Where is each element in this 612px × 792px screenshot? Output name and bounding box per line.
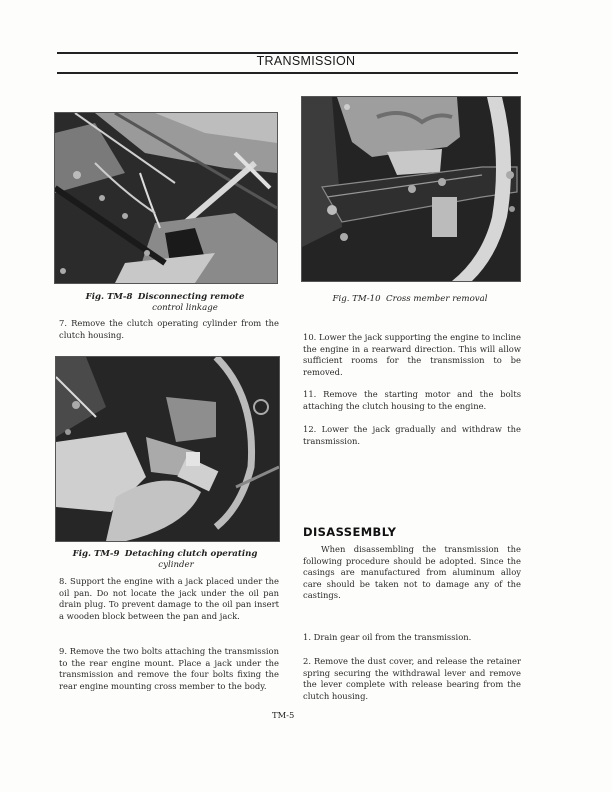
step-9: 9. Remove the two bolts attaching the transmission to the rear engine mount. Place a jack under the transmission and remove the four bolts fixing the rear engine mounting cross member to the body. <box>59 646 279 691</box>
page-header-title: TRANSMISSION <box>256 54 356 68</box>
figure-tm8-label: Fig. TM-8 <box>85 292 133 302</box>
clutch-linkage-photo-icon <box>55 113 277 283</box>
step-10: 10. Lower the jack supporting the engine to incline the engine in a rearward direction. This will allow sufficient rooms for the transmission to be removed. <box>303 332 522 377</box>
figure-tm8-caption <box>54 292 276 314</box>
figure-tm10-caption-line1: Cross member removal <box>386 294 488 304</box>
figure-tm10-label: Fig. TM-10 <box>332 294 381 304</box>
figure-tm10-caption <box>301 294 519 305</box>
header-rule-bottom <box>57 72 518 74</box>
disassembly-step-1: 1. Drain gear oil from the transmission. <box>303 632 472 642</box>
page-number: TM-5 <box>272 710 295 720</box>
figure-tm9-label: Fig. TM-9 <box>72 549 120 559</box>
disassembly-heading: DISASSEMBLY <box>303 525 397 539</box>
figure-tm10-photo <box>301 96 521 282</box>
clutch-cylinder-photo-icon <box>56 357 279 541</box>
step-7: 7. Remove the clutch operating cylinder from the clutch housing. <box>59 318 279 340</box>
step-11: 11. Remove the starting motor and the bolts attaching the clutch housing to the engine. <box>303 389 521 411</box>
figure-tm8-caption-line2: control linkage <box>152 303 218 313</box>
figure-tm9-caption-line2: cylinder <box>158 560 194 570</box>
cross-member-photo-icon <box>302 97 520 281</box>
step-8: 8. Support the engine with a jack placed under the oil pan. Do not locate the jack under the oil pan drain plug. To prevent damage to the oil pan insert a wooden block between the pan and jack. <box>59 576 279 621</box>
figure-tm9-photo <box>55 356 280 542</box>
figure-tm8-photo <box>54 112 278 284</box>
disassembly-step-2: 2. Remove the dust cover, and release the retainer spring securing the withdrawal lever and remove the lever complete with release bearing from the clutch housing. <box>303 656 521 701</box>
step-12: 12. Lower the jack gradually and withdraw the transmission. <box>303 424 521 446</box>
disassembly-intro: When disassembling the transmission the following procedure should be adopted. Since the casings are manufactured from aluminum alloy care should be taken not to damage any of the castings. <box>303 544 521 600</box>
figure-tm8-caption-line1: Disconnecting remote <box>137 292 245 302</box>
figure-tm9-caption-line1: Detaching clutch operating <box>124 549 258 559</box>
figure-tm9-caption <box>54 549 276 571</box>
